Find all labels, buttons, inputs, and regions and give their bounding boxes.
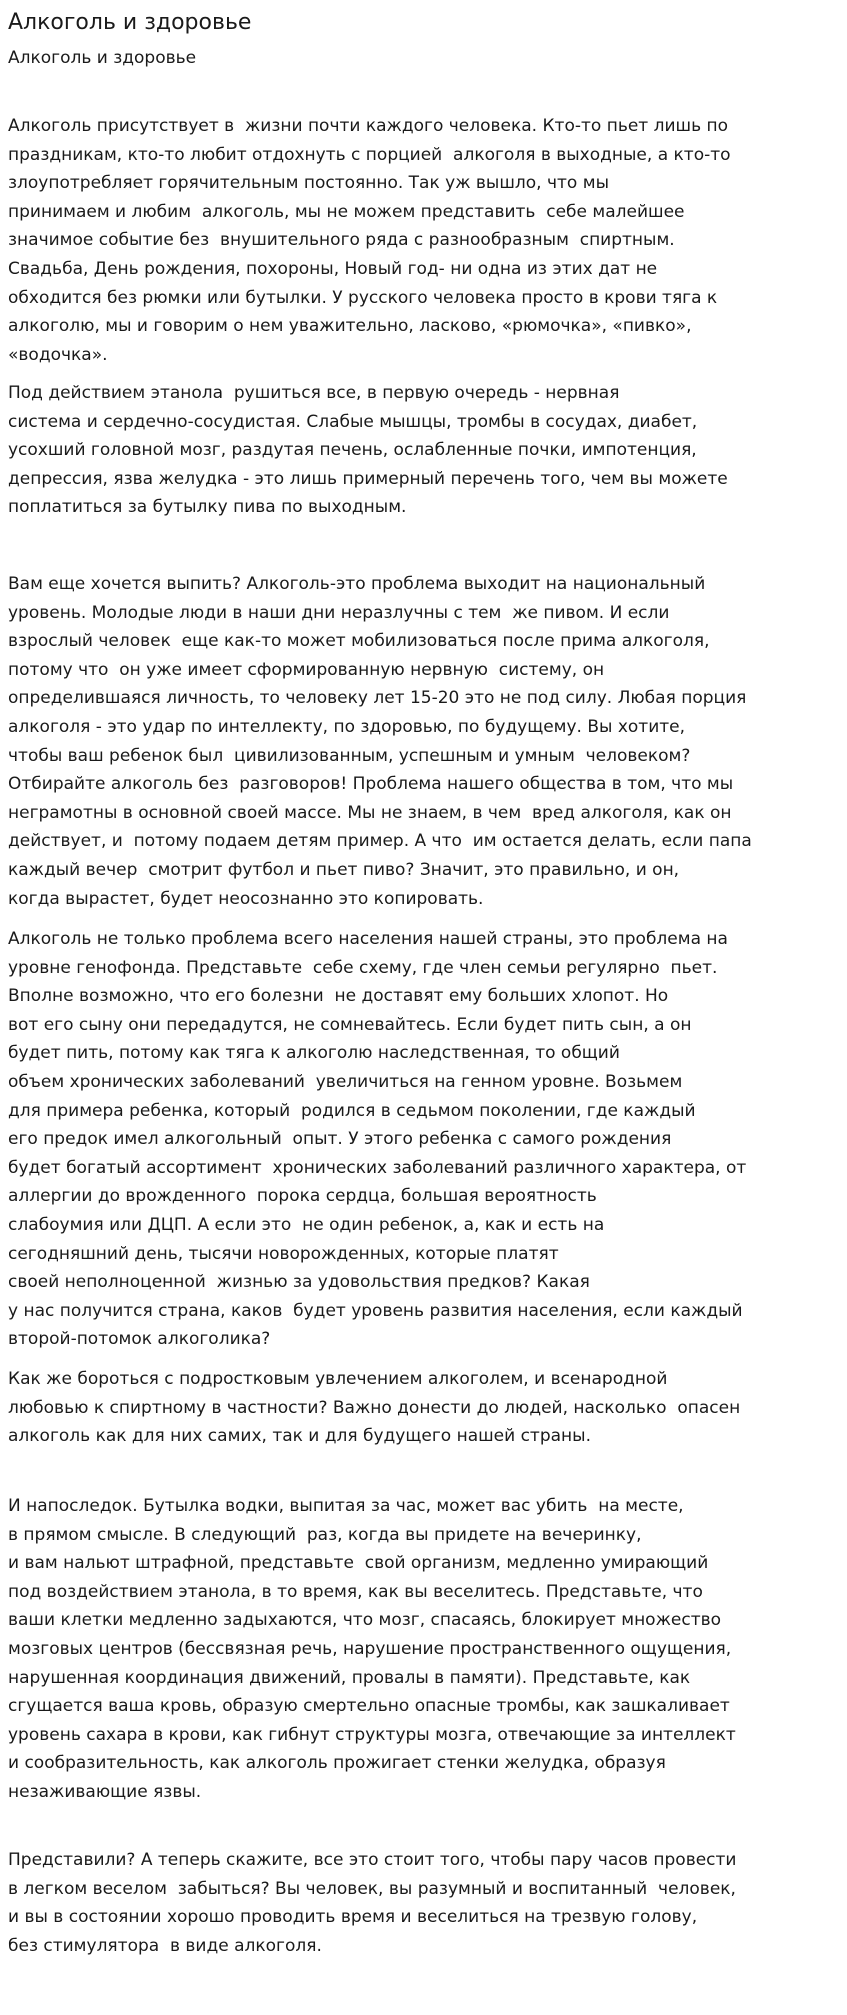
paragraph-line: Под действием этанола рушиться все, в первую очередь - нервная bbox=[8, 383, 620, 403]
paragraph-line: алкоголя - это удар по интеллекту, по здоровью, по будущему. Вы хотите, bbox=[8, 716, 686, 737]
paragraph-line: незаживающие язвы. bbox=[8, 1781, 202, 1802]
paragraph-line: будет богатый ассортимент хронических заболеваний различного характера, от bbox=[8, 1157, 747, 1178]
paragraph-line: усохший головной мозг, раздутая печень, ослабленные почки, импотенция, bbox=[8, 440, 697, 461]
paragraph-line: система и сердечно-сосудистая. Слабые мышцы, тромбы в сосудах, диабет, bbox=[8, 411, 698, 432]
paragraph-line: злоупотребляет горячительным постоянно. Так уж вышло, что мы bbox=[8, 173, 609, 194]
paragraph-line: алкоголь как для них самих, так и для будущего нашей страны. bbox=[8, 1426, 591, 1447]
paragraph-line: значимое событие без внушительного ряда с разнообразным спиртным. bbox=[8, 230, 675, 251]
paragraph-line: будет пить, потому как тяга к алкоголю наследственная, то общий bbox=[8, 1043, 620, 1064]
paragraph-intro bbox=[8, 112, 731, 369]
paragraph-line: у нас получится страна, каков будет уровень развития населения, если каждый bbox=[8, 1300, 743, 1321]
paragraph-line: и вам нальют штрафной, представьте свой организм, медленно умирающий bbox=[8, 1553, 709, 1574]
paragraph-line: сгущается ваша кровь, образую смертельно опасные тромбы, как зашкаливает bbox=[8, 1696, 730, 1717]
page-subtitle: Алкоголь и здоровье bbox=[8, 48, 197, 68]
paragraph-line: чтобы ваш ребенок был цивилизованным, успешным и умным человеком? bbox=[8, 745, 691, 766]
paragraph-line: уровень сахара в крови, как гибнут структуры мозга, отвечающие за интеллект bbox=[8, 1724, 736, 1745]
paragraph-line: любовью к спиртному в частности? Важно донести до людей, насколько опасен bbox=[8, 1397, 741, 1418]
paragraph-line: Алкоголь не только проблема всего населения нашей страны, это проблема на bbox=[8, 929, 728, 949]
paragraph-line: Как же бороться с подростковым увлечением алкоголем, и всенародной bbox=[8, 1369, 668, 1389]
paragraph-line: его предок имел алкогольный опыт. У этого ребенка с самого рождения bbox=[8, 1129, 672, 1150]
paragraph-line: «водочка». bbox=[8, 344, 108, 365]
paragraph-line: в легком веселом забыться? Вы человек, вы разумный и воспитанный человек, bbox=[8, 1878, 736, 1899]
paragraph-line: и вы в состоянии хорошо проводить время и веселиться на трезвую голову, bbox=[8, 1907, 698, 1928]
paragraph-line: Свадьба, День рождения, похороны, Новый год- ни одна из этих дат не bbox=[8, 258, 658, 279]
paragraph-finally bbox=[8, 1492, 736, 1807]
paragraph-line: нарушенная координация движений, провалы в памяти). Представьте, как bbox=[8, 1667, 691, 1688]
paragraph-line: ваши клетки медленно задыхаются, что мозг, спасаясь, блокирует множество bbox=[8, 1610, 722, 1631]
paragraph-line: Вполне возможно, что его болезни не доставят ему больших хлопот. Но bbox=[8, 986, 669, 1007]
paragraph-line: второй-потомок алкоголика? bbox=[8, 1329, 271, 1350]
paragraph-line: праздникам, кто-то любит отдохнуть с порцией алкоголя в выходные, а кто-то bbox=[8, 144, 731, 165]
paragraph-line: и сообразительность, как алкоголь прожигает стенки желудка, образуя bbox=[8, 1753, 666, 1774]
paragraph-line: аллергии до врожденного порока сердца, большая вероятность bbox=[8, 1186, 597, 1207]
paragraph-line: когда вырастет, будет неосознанно это копировать. bbox=[8, 888, 484, 909]
paragraph-line: взрослый человек еще как-то может мобилизоваться после прима алкоголя, bbox=[8, 631, 710, 652]
paragraph-line: Вам еще хочется выпить? Алкоголь-это проблема выходит на национальный bbox=[8, 574, 706, 594]
paragraph-line: принимаем и любим алкоголь, мы не можем представить себе малейшее bbox=[8, 201, 685, 222]
paragraph-genofond bbox=[8, 925, 746, 1354]
paragraph-line: действует, и потому подаем детям пример. А что им остается делать, если папа bbox=[8, 831, 752, 852]
paragraph-line: потому что он уже имеет сформированную нервную систему, он bbox=[8, 659, 605, 680]
paragraph-conclusion bbox=[8, 1846, 737, 1960]
paragraph-line: для примера ребенка, который родился в седьмом поколении, где каждый bbox=[8, 1100, 696, 1121]
paragraph-how-to-fight bbox=[8, 1365, 740, 1451]
paragraph-line: уровень. Молодые люди в наши дни неразлучны с тем же пивом. И если bbox=[8, 602, 670, 623]
paragraph-line: своей неполноценной жизнью за удовольствия предков? Какая bbox=[8, 1272, 590, 1293]
paragraph-line: каждый вечер смотрит футбол и пьет пиво? Значит, это правильно, и он, bbox=[8, 859, 680, 880]
paragraph-line: поплатиться за бутылку пива по выходным. bbox=[8, 497, 407, 518]
paragraph-line: слабоумия или ДЦП. А если это не один ребенок, а, как и есть на bbox=[8, 1214, 605, 1235]
paragraph-line: мозговых центров (бессвязная речь, нарушение пространственного ощущения, bbox=[8, 1638, 732, 1659]
paragraph-ethanol-effects bbox=[8, 379, 728, 522]
paragraph-line: сегодняшний день, тысячи новорожденных, которые платят bbox=[8, 1243, 559, 1264]
paragraph-line: уровне генофонда. Представьте себе схему, где член семьи регулярно пьет. bbox=[8, 957, 718, 978]
paragraph-national-problem bbox=[8, 570, 752, 913]
paragraph-line: неграмотны в основной своей массе. Мы не знаем, в чем вред алкоголя, как он bbox=[8, 802, 732, 823]
paragraph-line: Представили? А теперь скажите, все это стоит того, чтобы пару часов провести bbox=[8, 1850, 737, 1870]
paragraph-line: под воздействием этанола, в то время, как вы веселитесь. Представьте, что bbox=[8, 1581, 703, 1602]
paragraph-line: объем хронических заболеваний увеличиться на генном уровне. Возьмем bbox=[8, 1071, 683, 1092]
paragraph-line: вот его сыну они передадутся, не сомневайтесь. Если будет пить сын, а он bbox=[8, 1014, 692, 1035]
paragraph-line: обходится без рюмки или бутылки. У русского человека просто в крови тяга к bbox=[8, 287, 718, 308]
paragraph-line: алкоголю, мы и говорим о нем уважительно, ласково, «рюмочка», «пивко», bbox=[8, 316, 692, 337]
paragraph-line: И напоследок. Бутылка водки, выпитая за час, может вас убить на месте, bbox=[8, 1496, 684, 1516]
paragraph-line: в прямом смысле. В следующий раз, когда вы придете на вечеринку, bbox=[8, 1524, 642, 1545]
paragraph-line: Алкоголь присутствует в жизни почти каждого человека. Кто-то пьет лишь по bbox=[8, 116, 729, 136]
paragraph-line: депрессия, язва желудка - это лишь примерный перечень того, чем вы можете bbox=[8, 468, 728, 489]
page-title: Алкоголь и здоровье bbox=[8, 10, 252, 35]
paragraph-line: Отбирайте алкоголь без разговоров! Проблема нашего общества в том, что мы bbox=[8, 774, 734, 795]
paragraph-line: определившаяся личность, то человеку лет 15-20 это не под силу. Любая порция bbox=[8, 688, 747, 709]
paragraph-line: без стимулятора в виде алкоголя. bbox=[8, 1935, 322, 1956]
